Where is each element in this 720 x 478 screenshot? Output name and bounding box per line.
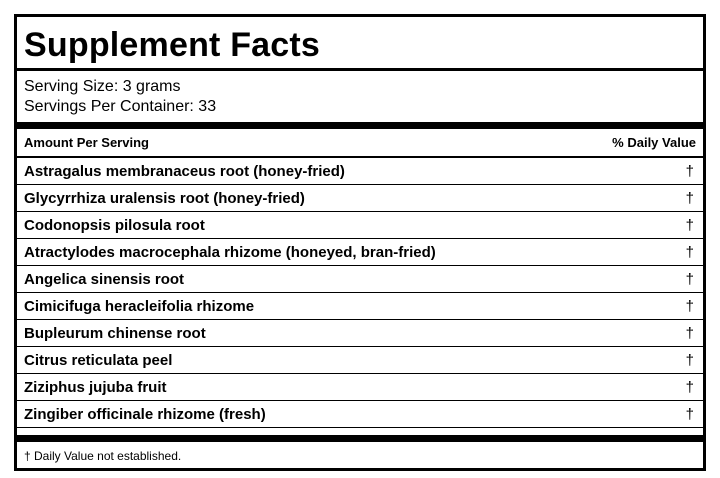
ingredient-row: [17, 374, 703, 401]
ingredient-name: Ziziphus jujuba fruit: [24, 378, 167, 396]
ingredient-name: Zingiber officinale rhizome (fresh): [24, 405, 266, 423]
ingredient-row: [17, 185, 703, 212]
ingredient-row: [17, 401, 703, 428]
ingredient-name: Astragalus membranaceus root (honey-fried): [24, 162, 345, 180]
ingredient-row: [17, 293, 703, 320]
ingredient-daily-value: †: [685, 378, 694, 396]
serving-size: Serving Size: 3 grams: [24, 78, 181, 95]
ingredient-row: [17, 320, 703, 347]
ingredient-name: Bupleurum chinense root: [24, 324, 206, 342]
ingredient-name: Glycyrrhiza uralensis root (honey-fried): [24, 189, 305, 207]
ingredient-name: Citrus reticulata peel: [24, 351, 173, 369]
ingredient-daily-value: †: [685, 270, 694, 288]
ingredient-daily-value: †: [685, 351, 694, 369]
ingredient-row: [17, 158, 703, 185]
ingredient-row: [17, 239, 703, 266]
ingredient-row: [17, 266, 703, 293]
ingredient-daily-value: †: [685, 243, 694, 261]
serving-info: [17, 71, 703, 129]
ingredient-name: Atractylodes macrocephala rhizome (honeyed, bran-fried): [24, 243, 436, 261]
servings-per-container: Servings Per Container: 33: [24, 98, 217, 115]
ingredient-name: Cimicifuga heracleifolia rhizome: [24, 297, 255, 315]
ingredient-name: Angelica sinensis root: [24, 270, 185, 288]
supplement-facts-panel: [14, 14, 706, 471]
ingredient-daily-value: †: [685, 405, 694, 423]
ingredient-name: Codonopsis pilosula root: [24, 216, 205, 234]
ingredient-row: [17, 212, 703, 239]
column-header-row: [17, 129, 703, 158]
ingredient-row: [17, 347, 703, 374]
ingredient-daily-value: †: [685, 189, 694, 207]
ingredient-daily-value: †: [685, 162, 694, 180]
ingredient-daily-value: †: [685, 297, 694, 315]
ingredient-daily-value: †: [685, 324, 694, 342]
panel-title: Supplement Facts: [17, 17, 703, 71]
daily-value-label: % Daily Value: [612, 135, 696, 150]
ingredient-daily-value: †: [685, 216, 694, 234]
footnote: † Daily Value not established.: [24, 449, 182, 463]
amount-per-serving-label: Amount Per Serving: [24, 135, 149, 150]
thick-divider: [17, 428, 703, 442]
